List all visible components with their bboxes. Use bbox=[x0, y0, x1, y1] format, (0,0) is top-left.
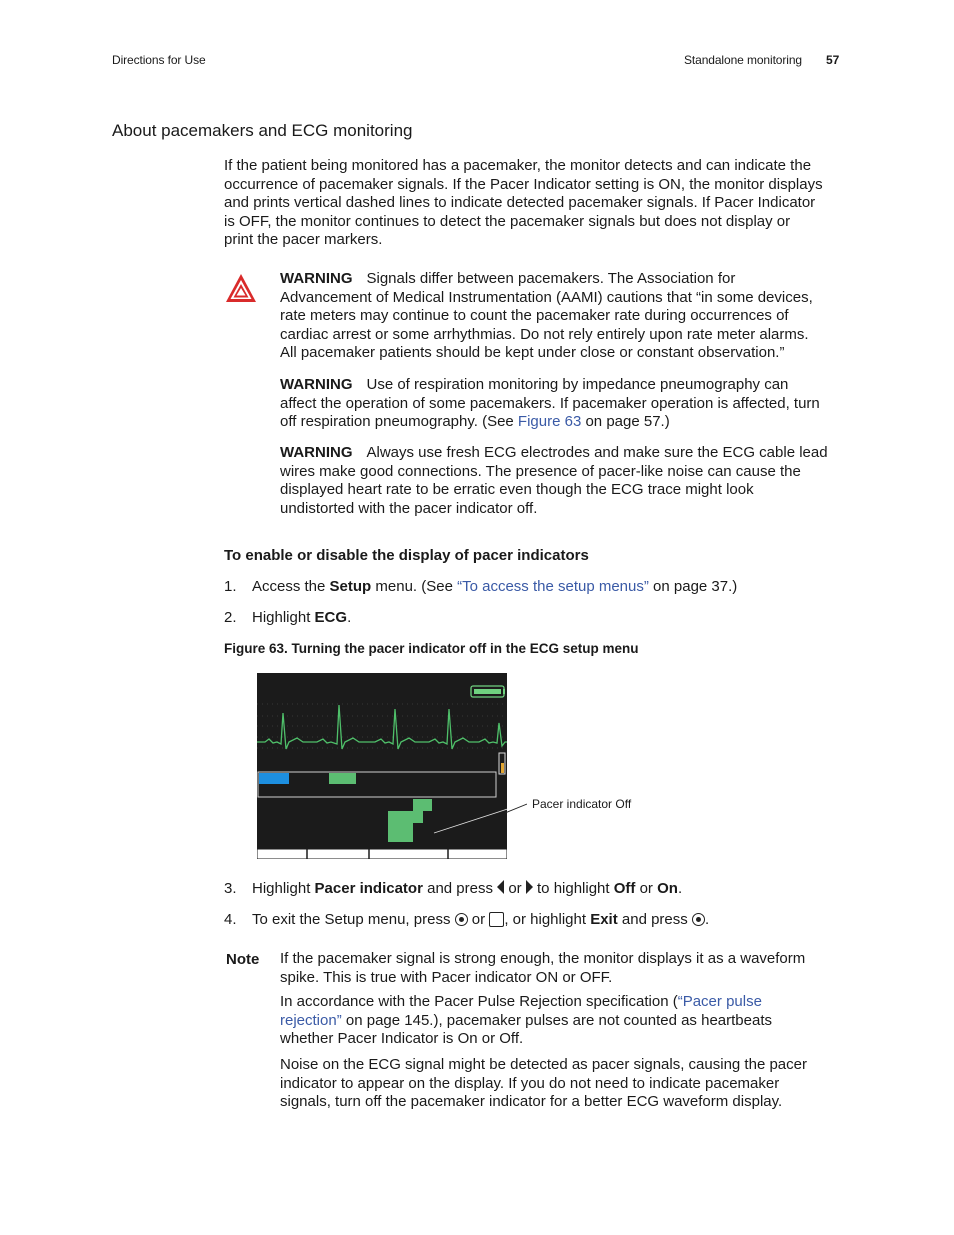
page-number: 57 bbox=[826, 53, 840, 67]
intro-paragraph bbox=[224, 157, 823, 250]
step-bold: Off bbox=[613, 880, 636, 897]
step-number: 3. bbox=[224, 880, 237, 897]
menu-tab-highlight-green bbox=[329, 773, 356, 784]
right-arrow-key-icon bbox=[526, 880, 533, 894]
step-number: 2. bbox=[224, 609, 237, 626]
step-text: , or highlight bbox=[504, 911, 591, 928]
step-text: and press bbox=[422, 880, 498, 897]
warning-label: WARNING bbox=[280, 270, 353, 287]
intro-line: and prints vertical dashed lines to indicate detected pacemaker signals. If Pacer Indicator bbox=[224, 194, 816, 212]
warning-text: Advancement of Medical Instrumentation (AAMI) cautions that “in some devices, bbox=[280, 288, 813, 306]
warning-text: Use of respiration monitoring by impedance pneumography can bbox=[366, 376, 789, 393]
step-text: to highlight bbox=[532, 880, 614, 897]
running-header-right: Standalone monitoring bbox=[684, 53, 802, 67]
step-bold: Setup bbox=[329, 578, 372, 595]
note-line: indicator to appear on the display. If you do not need to indicate pacemaker bbox=[280, 1074, 780, 1092]
warning-text: off respiration pneumography. (See bbox=[280, 413, 518, 431]
warning-text: affect the operation of some pacemakers. If pacemaker operation is affected, turn bbox=[280, 394, 820, 412]
note-paragraph-3 bbox=[280, 1056, 807, 1112]
step-text: menu. (See bbox=[371, 578, 458, 595]
warning-label: WARNING bbox=[280, 444, 353, 461]
note-label: Note bbox=[226, 951, 260, 968]
note-line: whether Pacer Indicator is On or Off. bbox=[280, 1030, 524, 1048]
warning-text: undistorted with the pacer indicator off. bbox=[280, 499, 538, 517]
note-text: In accordance with the Pacer Pulse Rejection specification ( bbox=[280, 993, 678, 1010]
waveform-key-icon bbox=[489, 912, 504, 927]
procedure-title: To enable or disable the display of pacer indicators bbox=[224, 547, 589, 564]
step-text: or bbox=[467, 911, 490, 928]
warning-label: WARNING bbox=[280, 376, 353, 393]
step-text: . bbox=[347, 609, 352, 626]
warning-block bbox=[280, 376, 820, 432]
note-line: signals, turn off the pacemaker indicator for a better ECG waveform display. bbox=[280, 1093, 783, 1111]
select-button-icon bbox=[455, 913, 468, 926]
callout-leader-line bbox=[505, 802, 527, 814]
warning-text: cardiac arrest or some arrhythmias. Do not rely entirely upon rate meter alarms. bbox=[280, 325, 809, 343]
warning-text: on page 57.) bbox=[581, 413, 670, 431]
intro-line: If the patient being monitored has a pacemaker, the monitor detects and can indicate the bbox=[224, 157, 812, 174]
select-button-icon bbox=[692, 913, 705, 926]
note-line: Noise on the ECG signal might be detected as pacer signals, causing the pacer bbox=[280, 1056, 807, 1073]
menu-tab-highlight-blue bbox=[259, 773, 289, 784]
intro-line: print the pacer markers. bbox=[224, 231, 383, 249]
softkey-bar bbox=[257, 849, 507, 859]
intro-line: is OFF, the monitor continues to detect the pacemaker signals but does not display or bbox=[224, 212, 791, 230]
step-text: and press bbox=[617, 911, 692, 928]
step-text: or bbox=[635, 880, 658, 897]
pacer-pulse-rejection-link[interactable]: “Pacer pulse bbox=[677, 993, 762, 1010]
warning-text: wires make good connections. The presence of pacer-like noise can cause the bbox=[280, 462, 801, 480]
warning-text: All pacemaker patients should be kept under close or constant observation.” bbox=[280, 344, 785, 362]
step-text: . bbox=[704, 911, 710, 928]
step-bold: On bbox=[657, 880, 678, 897]
note-paragraph-2 bbox=[280, 993, 772, 1049]
step-bold: Pacer indicator bbox=[314, 880, 423, 897]
step-text: To exit the Setup menu, press bbox=[252, 911, 455, 928]
step-text: . bbox=[677, 880, 683, 897]
warning-block bbox=[280, 270, 813, 363]
note-line: spike. This is true with Pacer indicator ON or OFF. bbox=[280, 968, 613, 986]
warning-block bbox=[280, 444, 828, 518]
step-text: on page 37.) bbox=[648, 578, 738, 595]
screen-background bbox=[257, 673, 507, 859]
step-bold: ECG bbox=[314, 609, 348, 626]
step-number: 1. bbox=[224, 578, 237, 595]
warning-text: rate meters may continue to count the pacemaker rate during occurrences of bbox=[280, 307, 789, 325]
note-paragraph-1 bbox=[280, 950, 805, 987]
step-text: or bbox=[504, 880, 526, 897]
running-header-left: Directions for Use bbox=[112, 53, 206, 67]
ecg-setup-screen bbox=[257, 673, 507, 859]
warning-text: displayed heart rate to be erratic even though the ECG trace might look bbox=[280, 481, 754, 499]
figure-63-link[interactable]: Figure 63 bbox=[517, 413, 582, 431]
step-text: Highlight bbox=[252, 880, 315, 897]
warning-text: Always use fresh ECG electrodes and make sure the ECG cable lead bbox=[366, 444, 828, 461]
callout-label: Pacer indicator Off bbox=[532, 797, 632, 811]
pacer-pulse-rejection-link[interactable]: rejection” bbox=[280, 1011, 342, 1029]
setup-menus-link[interactable]: “To access the setup menus” bbox=[457, 578, 649, 595]
warning-triangle-icon bbox=[224, 272, 258, 304]
note-line: If the pacemaker signal is strong enough, the monitor displays it as a waveform bbox=[280, 950, 806, 967]
figure-caption: Figure 63. Turning the pacer indicator off in the ECG setup menu bbox=[224, 641, 639, 656]
note-text: on page 145.), pacemaker pulses are not counted as heartbeats bbox=[341, 1011, 772, 1029]
step-text: Access the bbox=[252, 578, 330, 595]
step-number: 4. bbox=[224, 911, 237, 928]
warning-text: Signals differ between pacemakers. The Association for bbox=[366, 270, 736, 287]
intro-line: occurrence of pacemaker signals. If the Pacer Indicator setting is ON, the monitor displays bbox=[224, 175, 823, 193]
step-text: Highlight bbox=[252, 609, 315, 626]
step-bold: Exit bbox=[590, 911, 618, 928]
section-title: About pacemakers and ECG monitoring bbox=[112, 121, 413, 140]
